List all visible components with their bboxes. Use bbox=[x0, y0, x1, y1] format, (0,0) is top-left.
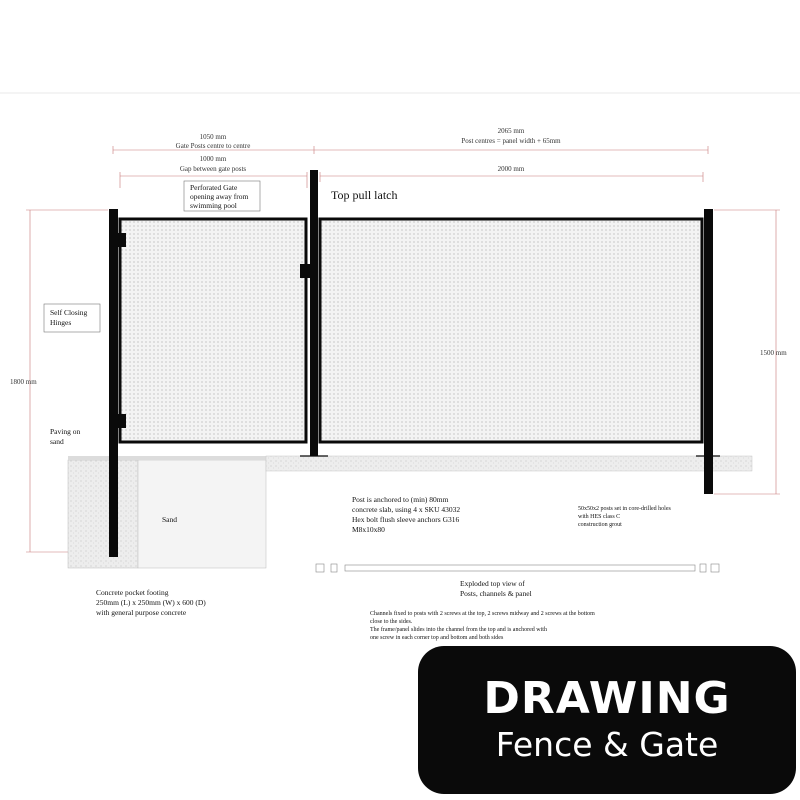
anchor-label-line-1: Post is anchored to (min) 80mm bbox=[352, 495, 449, 504]
dim-gap-desc: Gap between gate posts bbox=[179, 165, 247, 173]
paving-label-line-2: sand bbox=[50, 437, 64, 446]
concrete-slab bbox=[266, 456, 752, 471]
dim-panel-value: 2000 mm bbox=[497, 165, 525, 173]
footing-label-line-1: Concrete pocket footing bbox=[96, 588, 169, 597]
anchor-label-line-3: Hex bolt flush sleeve anchors G316 bbox=[352, 515, 460, 524]
latch-label: Top pull latch bbox=[331, 188, 398, 202]
dim-height-right-value: 1500 mm bbox=[760, 349, 787, 357]
badge-title: DRAWING bbox=[483, 673, 731, 725]
footing-label-line-3: with general purpose concrete bbox=[96, 608, 187, 617]
hinges-label-line-1: Self Closing bbox=[50, 308, 88, 317]
exploded-panel bbox=[345, 565, 695, 571]
core-drilled-line-2: with HES class C bbox=[578, 514, 621, 520]
gate-label-line-2: opening away from bbox=[190, 192, 249, 201]
latch-block bbox=[300, 264, 310, 278]
gate-label-line-1: Perforated Gate bbox=[190, 183, 238, 192]
exploded-channel-right bbox=[700, 564, 706, 572]
anchor-label-line-4: M8x10x80 bbox=[352, 525, 385, 534]
drawing-badge bbox=[418, 646, 796, 794]
badge-subtitle: Fence & Gate bbox=[495, 724, 719, 764]
sand-area bbox=[138, 460, 266, 568]
dim-gap-value: 1000 mm bbox=[199, 155, 227, 163]
paving-strip bbox=[68, 456, 266, 460]
concrete-footing bbox=[68, 460, 138, 568]
core-drilled-line-1: 50x50x2 posts set in core-drilled holes bbox=[578, 506, 671, 512]
exploded-label-line-1: Exploded top view of bbox=[460, 579, 525, 588]
exploded-post-right bbox=[711, 564, 719, 572]
hinge-top bbox=[117, 233, 126, 247]
latch-post bbox=[310, 170, 318, 456]
dim-gate-posts-value: 1050 mm bbox=[199, 133, 227, 141]
gate-label-line-3: swimming pool bbox=[190, 201, 237, 210]
exploded-channel-left bbox=[331, 564, 337, 572]
hinge-bottom bbox=[117, 414, 126, 428]
hinges-label-line-2: Hinges bbox=[50, 318, 72, 327]
dim-post-centres-value: 2065 mm bbox=[497, 127, 525, 135]
exploded-label-line-2: Posts, channels & panel bbox=[460, 589, 532, 598]
note-line-4: one screw in each corner top and bottom and both sides bbox=[370, 635, 504, 641]
end-post bbox=[704, 209, 713, 494]
gate-panel bbox=[120, 219, 306, 442]
note-line-3: The frame/panel slides into the channel from the top and is anchored with bbox=[370, 627, 547, 633]
exploded-post-left bbox=[316, 564, 324, 572]
anchor-label-line-2: concrete slab, using 4 x SKU 43032 bbox=[352, 505, 461, 514]
sand-label: Sand bbox=[162, 515, 177, 524]
dim-gate-posts-desc: Gate Posts centre to centre bbox=[175, 142, 251, 150]
note-line-2: close to the sides. bbox=[370, 619, 413, 625]
core-drilled-line-3: construction grout bbox=[578, 522, 622, 528]
paving-label-line-1: Paving on bbox=[50, 427, 81, 436]
dim-height-left-value: 1800 mm bbox=[10, 378, 37, 386]
note-line-1: Channels fixed to posts with 2 screws at the top, 2 screws midway and 2 screws at the bottom bbox=[370, 611, 595, 617]
gate-hinge-post bbox=[109, 209, 118, 557]
fence-panel bbox=[320, 219, 702, 442]
dim-post-centres-desc: Post centres = panel width + 65mm bbox=[461, 137, 561, 145]
footing-label-line-2: 250mm (L) x 250mm (W) x 600 (D) bbox=[96, 598, 206, 607]
